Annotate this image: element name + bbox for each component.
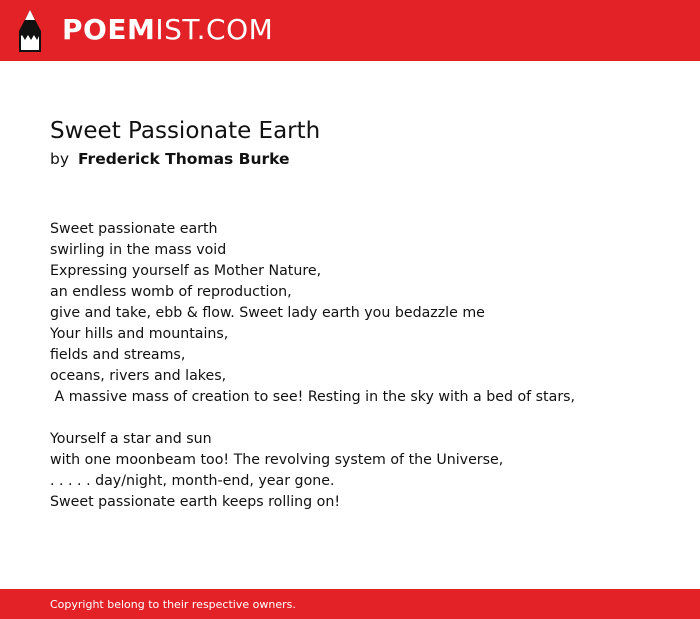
- poem-title: Sweet Passionate Earth: [50, 118, 321, 144]
- by-label: by: [50, 150, 70, 168]
- poem-line: Expressing yourself as Mother Nature,: [50, 263, 322, 279]
- stanza: [50, 219, 670, 408]
- poem-line: fields and streams,: [50, 347, 186, 363]
- poem-line: oceans, rivers and lakes,: [50, 368, 227, 384]
- poem-line: Your hills and mountains,: [50, 326, 229, 342]
- logo-light-text: IST.COM: [155, 13, 274, 46]
- stanza: [50, 429, 670, 513]
- pencil-icon[interactable]: [18, 9, 42, 53]
- copyright-text: Copyright belong to their respective owners.: [50, 598, 296, 611]
- poem-line: . . . . . day/night, month-end, year gone.: [50, 473, 335, 489]
- author-name: Frederick Thomas Burke: [77, 150, 290, 168]
- site-logo[interactable]: [62, 13, 273, 47]
- poem-line: A massive mass of creation to see! Resting in the sky with a bed of stars,: [50, 389, 576, 405]
- logo-bold-text: POEM: [62, 13, 156, 46]
- poem-line: Yourself a star and sun: [50, 431, 212, 447]
- site-header: [0, 0, 700, 61]
- poem-line: Sweet passionate earth keeps rolling on!: [50, 494, 341, 510]
- poem-body: [50, 219, 670, 534]
- poem-line: give and take, ebb & flow. Sweet lady earth you bedazzle me: [50, 305, 485, 321]
- poem-line: with one moonbeam too! The revolving system of the Universe,: [50, 452, 504, 468]
- poem-line: Sweet passionate earth: [50, 221, 218, 237]
- poem-line: swirling in the mass void: [50, 242, 227, 258]
- poem-line: an endless womb of reproduction,: [50, 284, 292, 300]
- site-footer: [0, 589, 700, 619]
- byline: [50, 148, 290, 170]
